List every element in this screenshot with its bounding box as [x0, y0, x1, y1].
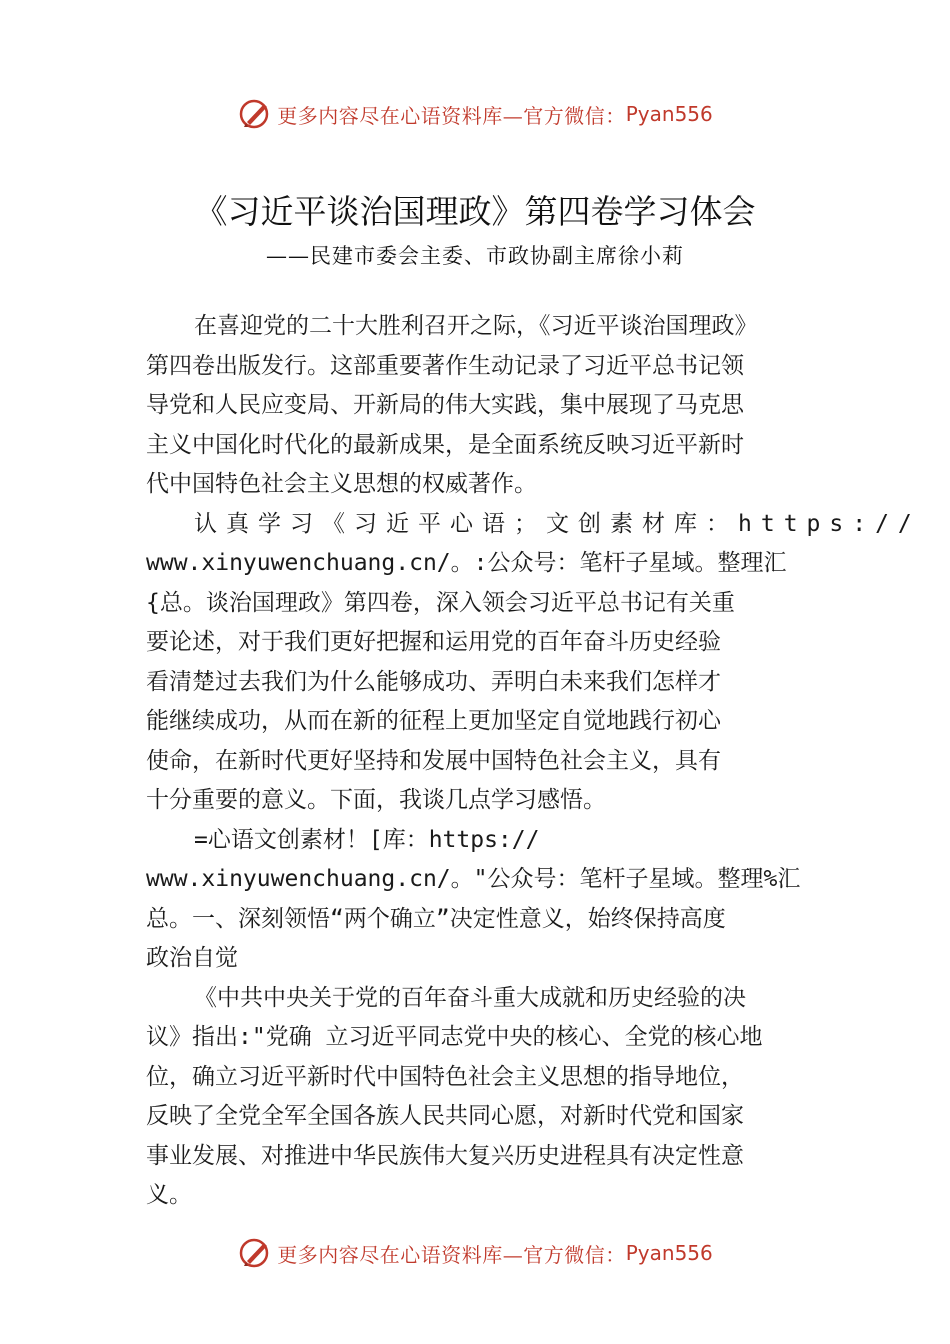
text-line: 位，确立习近平新时代中国特色社会主义思想的指导地位， — [146, 1063, 744, 1090]
document-subtitle: ——民建市委会主委、市政协副主席徐小莉 — [266, 244, 684, 268]
text-line: 主义中国化时代化的最新成果，是全面系统反映习近平新时 — [146, 431, 744, 458]
text-line: 代中国特色社会主义思想的权威著作。 — [146, 471, 537, 497]
text-line: www.xinyuwenchuang.cn/。:公众号：笔杆子星域。整理汇 — [146, 550, 787, 576]
text-line: 使命，在新时代更好坚持和发展中国特色社会主义，具有 — [146, 747, 721, 774]
text-line: 能继续成功，从而在新的征程上更加坚定自觉地践行初心 — [146, 708, 721, 734]
banner-wechat-id: Pyan556 — [625, 1241, 713, 1265]
text-line: 第四卷出版发行。这部重要著作生动记录了习近平总书记领 — [146, 352, 744, 379]
text-line: 看清楚过去我们为什么能够成功、弄明白未来我们怎样才 — [146, 668, 721, 695]
banner-text: 更多内容尽在心语资料库—官方微信： — [277, 1242, 626, 1267]
text-line: 十分重要的意义。下面，我谈几点学习感悟。 — [146, 787, 606, 813]
header-banner — [0, 92, 950, 136]
footer-banner — [0, 1231, 950, 1275]
text-line: 《中共中央关于党的百年奋斗重大成就和历史经验的决 — [194, 984, 746, 1011]
document-title: 《习近平谈治国理政》第四卷学习体会 — [194, 192, 756, 231]
banner-text: 更多内容尽在心语资料库—官方微信： — [277, 103, 626, 128]
text-line: =心语文创素材！[库：https:// — [194, 826, 540, 853]
banner-wechat-id: Pyan556 — [625, 102, 713, 126]
text-line: 义。 — [146, 1182, 192, 1208]
text-line: 议》指出:"党确 立习近平同志党中央的核心、全党的核心地 — [146, 1024, 763, 1050]
text-line: 在喜迎党的二十大胜利召开之际，《习近平谈治国理政》 — [194, 313, 758, 339]
text-line: 要论述，对于我们更好把握和运用党的百年奋斗历史经验 — [146, 629, 721, 655]
text-line: www.xinyuwenchuang.cn/。"公众号：笔杆子星域。整理%汇 — [146, 866, 801, 892]
pen-logo-icon — [237, 1235, 273, 1271]
text-line: 认真学习《习近平心语；文创素材库：https:// — [194, 510, 921, 537]
text-line: 事业发展、对推进中华民族伟大复兴历史进程具有决定性意 — [146, 1142, 744, 1169]
text-line: {总。谈治国理政》第四卷，深入领会习近平总书记有关重 — [146, 589, 735, 616]
text-line: 导党和人民应变局、开新局的伟大实践，集中展现了马克思 — [146, 392, 744, 418]
text-line: 反映了全党全军全国各族人民共同心愿，对新时代党和国家 — [146, 1103, 744, 1129]
text-line: 总。一、深刻领悟“两个确立”决定性意义，始终保持高度 — [146, 905, 726, 932]
document-body — [146, 307, 921, 1216]
text-line: 政治自觉 — [146, 945, 238, 971]
pen-logo-icon — [237, 96, 273, 132]
